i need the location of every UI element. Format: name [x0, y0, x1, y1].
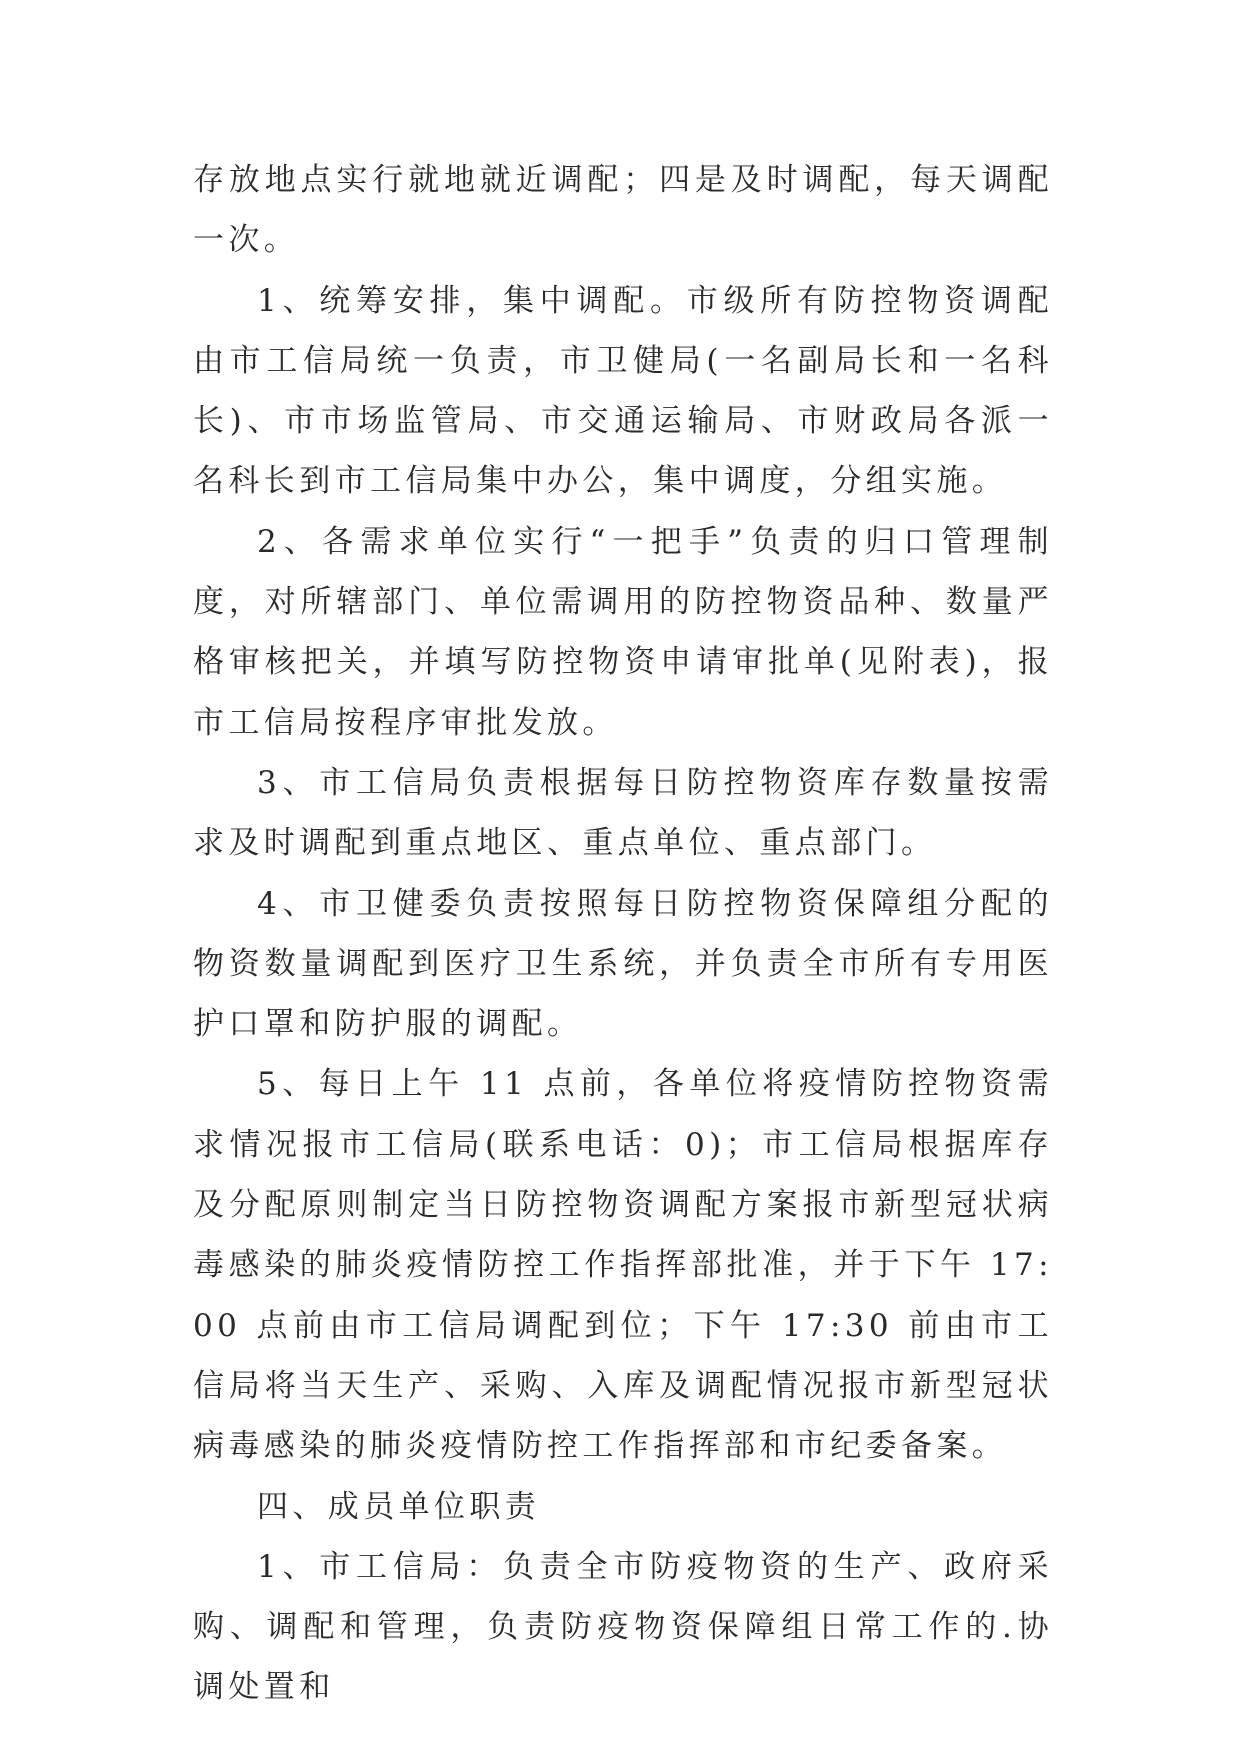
paragraph-item-1-coordination: 1、统筹安排，集中调配。市级所有防控物资调配由市工信局统一负责，市卫健局(一名副局长和一名科长)、市市场监管局、市交通运输局、市财政局各派一名科长到市工信局集中办公，集中调度，分组实施。 — [193, 282, 1053, 500]
paragraph-item-2-management: 2、各需求单位实行“一把手”负责的归口管理制度，对所辖部门、单位需调用的防控物资品种、数量严格审核把关，并填写防控物资申请审批单(见附表)，报市工信局按程序审批发放。 — [193, 523, 1053, 741]
paragraph-item-4-health: 4、市卫健委负责按照每日防控物资保障组分配的物资数量调配到医疗卫生系统，并负责全市所有专用医护口罩和防护服的调配。 — [193, 885, 1053, 1043]
paragraph-duty-1-industry: 1、市工信局：负责全市防疫物资的生产、政府采购、调配和管理，负责防疫物资保障组日常工作的.协调处置和 — [193, 1548, 1053, 1706]
paragraph-continuation: 存放地点实行就地就近调配；四是及时调配，每天调配一次。 — [193, 162, 1053, 259]
paragraph-item-5-schedule: 5、每日上午 11 点前，各单位将疫情防控物资需求情况报市工信局(联系电话：0)；市工信局根据库存及分配原则制定当日防控物资调配方案报市新型冠状病毒感染的肺炎疫情防控工作指挥部批准，并于下午 17:00 点前由市工信局调配到位；下午 17:30 前由市工信局将当天生产、采购、入库及调配情况报市新型冠状病毒感染的肺炎疫情防控工作指挥部和市纪委备案。 — [193, 1066, 1053, 1465]
paragraph-item-3-allocation: 3、市工信局负责根据每日防控物资库存数量按需求及时调配到重点地区、重点单位、重点部门。 — [193, 764, 1053, 862]
document-body — [193, 150, 1053, 1718]
section-heading-member-duties: 四、成员单位职责 — [257, 1488, 541, 1525]
